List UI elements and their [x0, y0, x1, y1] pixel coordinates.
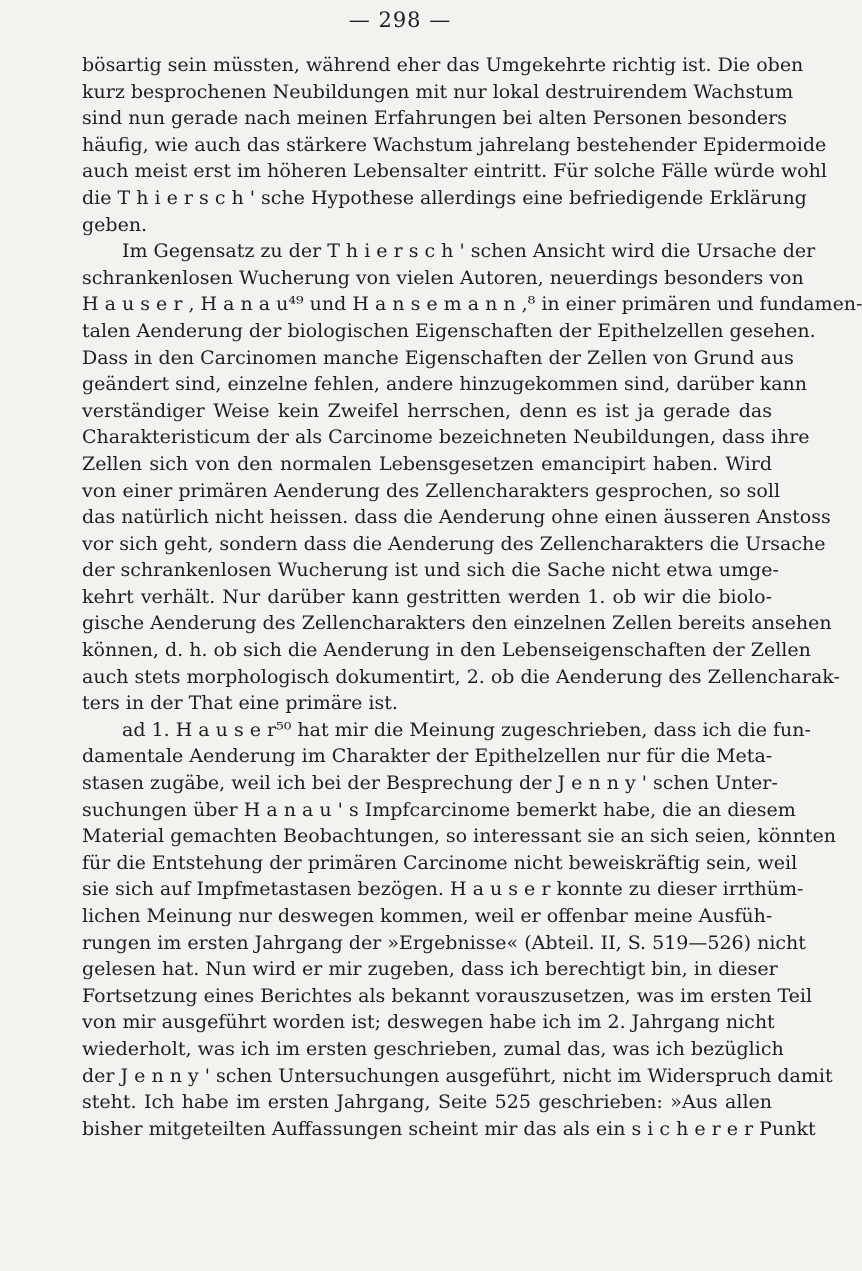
page-number: — 298 —	[348, 8, 452, 32]
text-line: sind nun gerade nach meinen Erfahrungen bei alten Personen besonders	[82, 107, 788, 130]
text-line: von mir ausgeführt worden ist; deswegen habe ich im 2. Jahrgang nicht	[82, 1011, 775, 1034]
text-line: für die Entstehung der primären Carcinome nicht beweiskräftig sein, weil	[82, 851, 798, 874]
text-line: kehrt verhält. Nur darüber kann gestritten werden 1. ob wir die biolo-	[82, 585, 772, 608]
text-line: Material gemachten Beobachtungen, so interessant sie an sich seien, könnten	[82, 825, 837, 848]
text-line: Charakteristicum der als Carcinome bezeichneten Neubildungen, dass ihre	[82, 426, 810, 449]
text-line: das natürlich nicht heissen. dass die Aenderung ohne einen äusseren Anstoss	[82, 506, 831, 529]
paragraph-start-line: Im Gegensatz zu der T h i e r s c h ' schen Ansicht wird die Ursache der	[122, 240, 816, 263]
text-line: die T h i e r s c h ' sche Hypothese allerdings eine befriedigende Erklärung	[82, 186, 807, 209]
text-line: rungen im ersten Jahrgang der »Ergebnisse« (Abteil. II, S. 519—526) nicht	[82, 931, 806, 954]
paragraph-start-line: ad 1. H a u s e r⁵⁰ hat mir die Meinung zugeschrieben, dass ich die fun-	[122, 718, 811, 741]
text-line: ters in der That eine primäre ist.	[82, 692, 398, 715]
text-line: wiederholt, was ich im ersten geschrieben, zumal das, was ich bezüglich	[82, 1037, 784, 1060]
text-line: verständiger Weise kein Zweifel herrschen, denn es ist ja gerade das	[82, 399, 772, 422]
text-line: der J e n n y ' schen Untersuchungen ausgeführt, nicht im Widerspruch damit	[82, 1064, 833, 1087]
text-line: suchungen über H a n a u ' s Impfcarcinome bemerkt habe, die an diesem	[82, 798, 796, 821]
text-line: gische Aenderung des Zellencharakters den einzelnen Zellen bereits ansehen	[82, 612, 832, 635]
text-line: können, d. h. ob sich die Aenderung in den Lebenseigenschaften der Zellen	[82, 639, 811, 662]
text-line: kurz besprochenen Neubildungen mit nur lokal destruirendem Wachstum	[82, 80, 794, 103]
text-line: gelesen hat. Nun wird er mir zugeben, dass ich berechtigt bin, in dieser	[82, 958, 778, 981]
text-line: damentale Aenderung im Charakter der Epithelzellen nur für die Meta-	[82, 745, 773, 768]
text-line: Dass in den Carcinomen manche Eigenschaften der Zellen von Grund aus	[82, 346, 794, 369]
text-line: auch stets morphologisch dokumentirt, 2. ob die Aenderung des Zellencharak-	[82, 665, 840, 688]
text-line: H a u s e r , H a n a u⁴⁹ und H a n s e m a n n ,⁸ in einer primären und fundamen-	[82, 293, 862, 316]
text-line: bisher mitgeteilten Auffassungen scheint mir das als ein s i c h e r e r Punkt	[82, 1117, 816, 1140]
text-line: geben.	[82, 213, 148, 236]
text-line: Zellen sich von den normalen Lebensgesetzen emancipirt haben. Wird	[82, 452, 772, 475]
text-line: stasen zugäbe, weil ich bei der Besprechung der J e n n y ' schen Unter-	[82, 772, 778, 795]
text-line: von einer primären Aenderung des Zellencharakters gesprochen, so soll	[82, 479, 781, 502]
text-line: lichen Meinung nur deswegen kommen, weil er offenbar meine Ausfüh-	[82, 905, 773, 927]
text-line: der schrankenlosen Wucherung ist und sich die Sache nicht etwa umge-	[82, 559, 779, 582]
text-line: geändert sind, einzelne fehlen, andere hinzugekommen sind, darüber kann	[82, 373, 808, 396]
text-line: Fortsetzung eines Berichtes als bekannt vorauszusetzen, was im ersten Teil	[82, 984, 813, 1007]
text-line: auch meist erst im höheren Lebensalter eintritt. Für solche Fälle würde wohl	[82, 160, 827, 183]
text-line: talen Aenderung der biologischen Eigenschaften der Epithelzellen gesehen.	[82, 319, 816, 342]
text-line: sie sich auf Impfmetastasen bezögen. H a u s e r konnte zu dieser irrthüm-	[82, 878, 804, 901]
text-line: schrankenlosen Wucherung von vielen Autoren, neuerdings besonders von	[82, 266, 804, 289]
text-line: vor sich geht, sondern dass die Aenderung des Zellencharakters die Ursache	[82, 532, 826, 555]
body-text	[82, 52, 862, 1142]
text-line: steht. Ich habe im ersten Jahrgang, Seite 525 geschrieben: »Aus allen	[82, 1091, 772, 1114]
text-line: häufig, wie auch das stärkere Wachstum jahrelang bestehender Epidermoide	[82, 133, 827, 156]
text-line: bösartig sein müssten, während eher das Umgekehrte richtig ist. Die oben	[82, 54, 804, 76]
